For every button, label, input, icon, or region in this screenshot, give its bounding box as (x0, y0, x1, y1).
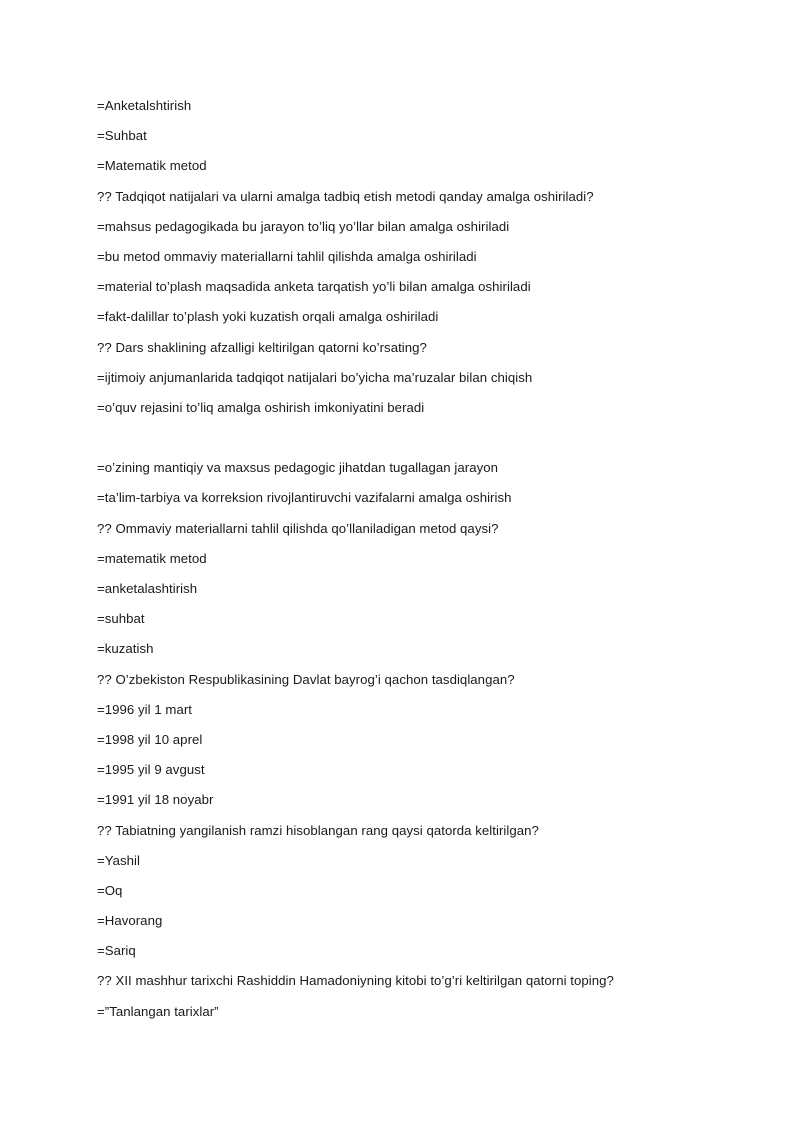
answer-line: =anketalashtirish (97, 581, 198, 596)
answer-line: =1995 yil 9 avgust (97, 762, 205, 778)
answer-line: =suhbat (97, 611, 145, 627)
answer-line: =bu metod ommaviy materiallarni tahlil qilishda amalga oshiriladi (97, 248, 477, 264)
question-line: ?? XII mashhur tarixchi Rashiddin Hamadoniyning kitobi to’g’ri keltirilgan qatorni toping? (97, 973, 614, 989)
question-line: ?? Ommaviy materiallarni tahlil qilishda qo’llaniladigan metod qaysi? (97, 520, 499, 536)
answer-line: =Anketalshtirish (97, 98, 192, 113)
answer-line: =mahsus pedagogikada bu jarayon to’liq yo’llar bilan amalga oshiriladi (97, 218, 510, 234)
answer-line: =Sariq (97, 943, 136, 959)
question-line: ?? Dars shaklining afzalligi keltirilgan qatorni ko’rsating? (97, 339, 427, 355)
answer-line: =fakt-dalillar to’plash yoki kuzatish orqali amalga oshiriladi (97, 309, 439, 325)
answer-line: =Havorang (97, 913, 163, 929)
answer-line: =ijtimoiy anjumanlarida tadqiqot natijalari bo’yicha ma’ruzalar bilan chiqish (97, 369, 533, 385)
answer-line: =o’zining mantiqiy va maxsus pedagogic jihatdan tugallagan jarayon (97, 460, 499, 476)
answer-line: =matematik metod (97, 550, 207, 566)
answer-line: =”Tanlangan tarixlar” (97, 1003, 219, 1019)
question-line: ?? Tadqiqot natijalari va ularni amalga tadbiq etish metodi qanday amalga oshiriladi? (97, 188, 594, 204)
answer-line: =1996 yil 1 mart (97, 701, 192, 717)
answer-line: =1998 yil 10 aprel (97, 731, 203, 747)
answer-line: =ta’lim-tarbiya va korreksion rivojlantiruvchi vazifalarni amalga oshirish (97, 490, 512, 506)
answer-line: =Oq (97, 882, 123, 898)
answer-line: =kuzatish (97, 641, 154, 657)
document-text (97, 96, 757, 1032)
answer-line: =Yashil (97, 852, 140, 868)
answer-line: =1991 yil 18 noyabr (97, 792, 214, 808)
answer-line: =Suhbat (97, 128, 147, 144)
blank-line (97, 428, 757, 458)
answer-line: =o’quv rejasini to’liq amalga oshirish imkoniyatini beradi (97, 399, 425, 415)
question-line: ?? O’zbekiston Respublikasining Davlat bayrog’i qachon tasdiqlangan? (97, 671, 515, 687)
answer-line: =material to’plash maqsadida anketa tarqatish yo’li bilan amalga oshiriladi (97, 279, 531, 295)
answer-line: =Matematik metod (97, 158, 207, 174)
question-line: ?? Tabiatning yangilanish ramzi hisoblangan rang qaysi qatorda keltirilgan? (97, 822, 539, 838)
